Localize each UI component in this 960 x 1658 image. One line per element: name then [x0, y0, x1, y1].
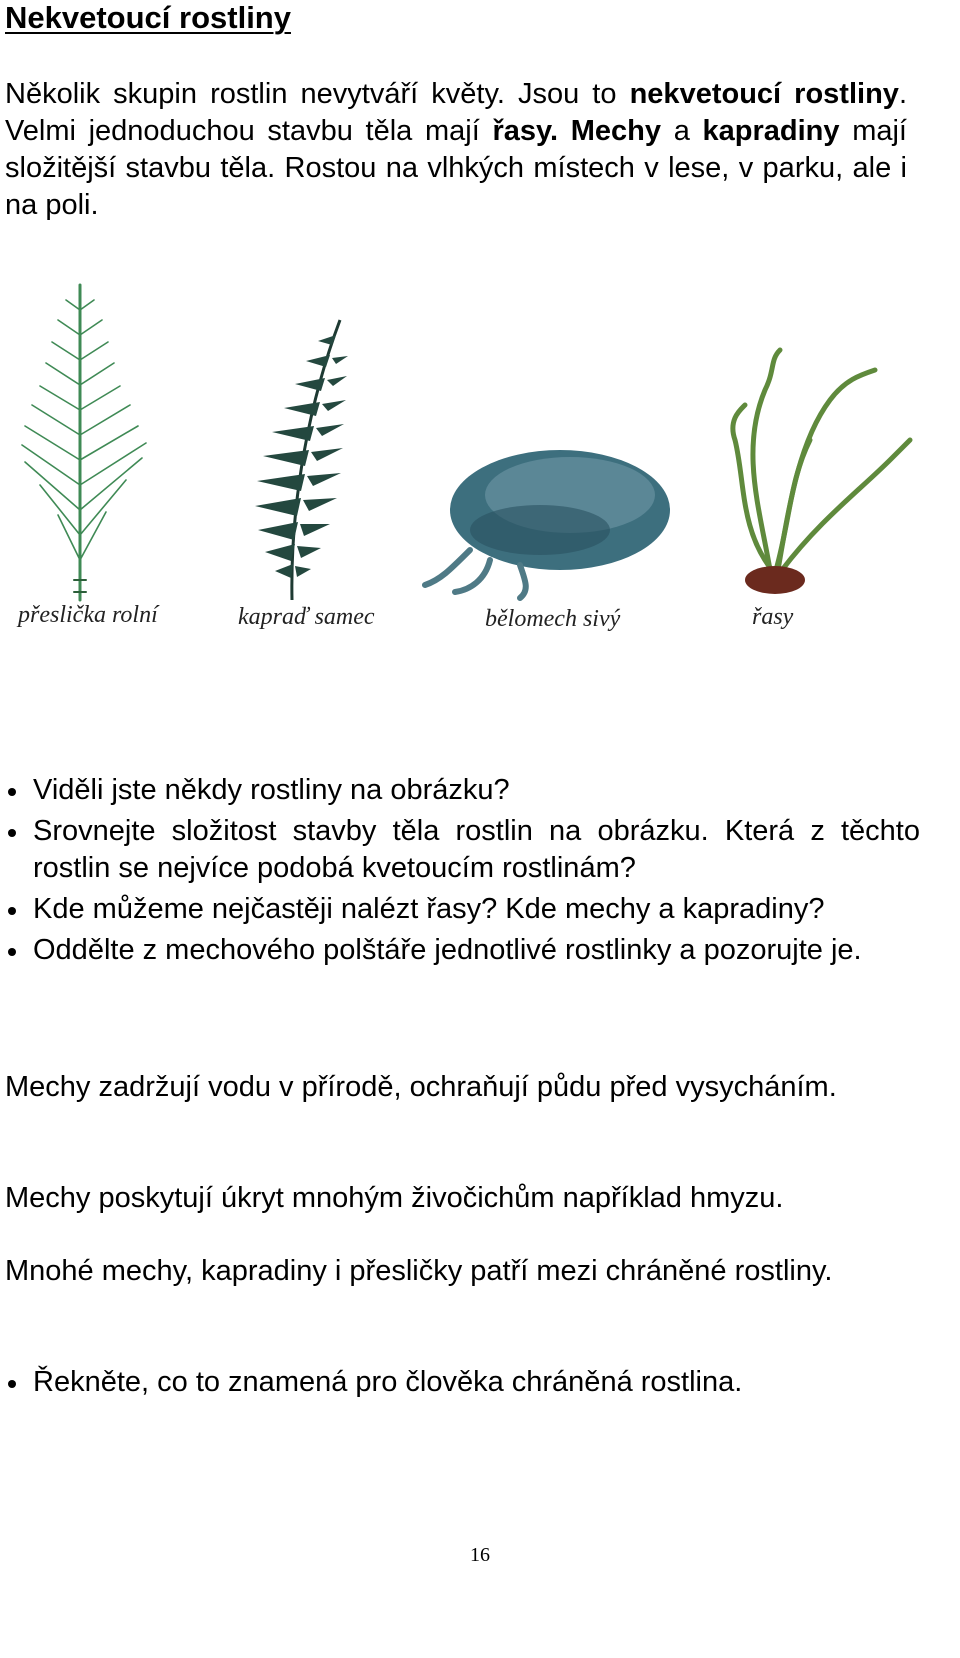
- moss-cushion-illustration: [425, 450, 670, 598]
- page-number: 16: [470, 1544, 490, 1566]
- paragraph-moss-shelter: Mechy poskytují úkryt mnohým živočichům například hmyzu.: [5, 1182, 784, 1214]
- final-question-item: Řekněte, co to znamená pro člověka chráněná rostlina.: [0, 1364, 920, 1401]
- paragraph-protected-plants: Mnohé mechy, kapradiny i přesličky patří mezi chráněné rostliny.: [5, 1255, 833, 1287]
- intro-bold-term: řasy.: [492, 115, 559, 147]
- paragraph-moss-water: Mechy zadržují vodu v přírodě, ochraňují půdu před vysycháním.: [5, 1071, 837, 1103]
- question-list: [0, 772, 920, 973]
- intro-text: . Velmi jednoduchou stavbu těla mají: [5, 78, 907, 147]
- caption-horsetail: přeslička rolní: [18, 602, 158, 628]
- caption-moss: bělomech sivý: [485, 606, 621, 632]
- caption-algae: řasy: [752, 604, 794, 630]
- final-question-list: [0, 1364, 920, 1401]
- question-item: Oddělte z mechového polštáře jednotlivé rostlinky a pozorujte je.: [0, 932, 920, 969]
- intro-text: a: [661, 115, 703, 147]
- fern-illustration: [255, 320, 348, 600]
- intro-paragraph: [5, 76, 907, 224]
- question-item: Viděli jste někdy rostliny na obrázku?: [0, 772, 920, 809]
- intro-text: Několik skupin rostlin nevytváří květy. Jsou to: [5, 78, 630, 110]
- intro-bold-term: kapradiny: [702, 115, 840, 147]
- question-item: Kde můžeme nejčastěji nalézt řasy? Kde mechy a kapradiny?: [0, 891, 920, 928]
- horsetail-illustration: [22, 285, 146, 600]
- page-title: Nekvetoucí rostliny: [5, 0, 291, 35]
- plant-illustrations: [0, 280, 960, 680]
- intro-text: mají složitější stavbu těla. Rostou na vlhkých místech v lese, v parku, ale i na poli.: [5, 115, 907, 221]
- intro-bold-term: nekvetoucí rostliny: [629, 78, 899, 110]
- intro-bold-term: Mechy: [570, 115, 661, 147]
- algae-illustration: [733, 350, 910, 594]
- intro-text: [558, 115, 571, 147]
- caption-fern: kapraď samec: [238, 604, 375, 630]
- question-item: Srovnejte složitost stavby těla rostlin na obrázku. Která z těchto rostlin se nejvíce podobá kvetoucím rostlinám?: [0, 813, 920, 887]
